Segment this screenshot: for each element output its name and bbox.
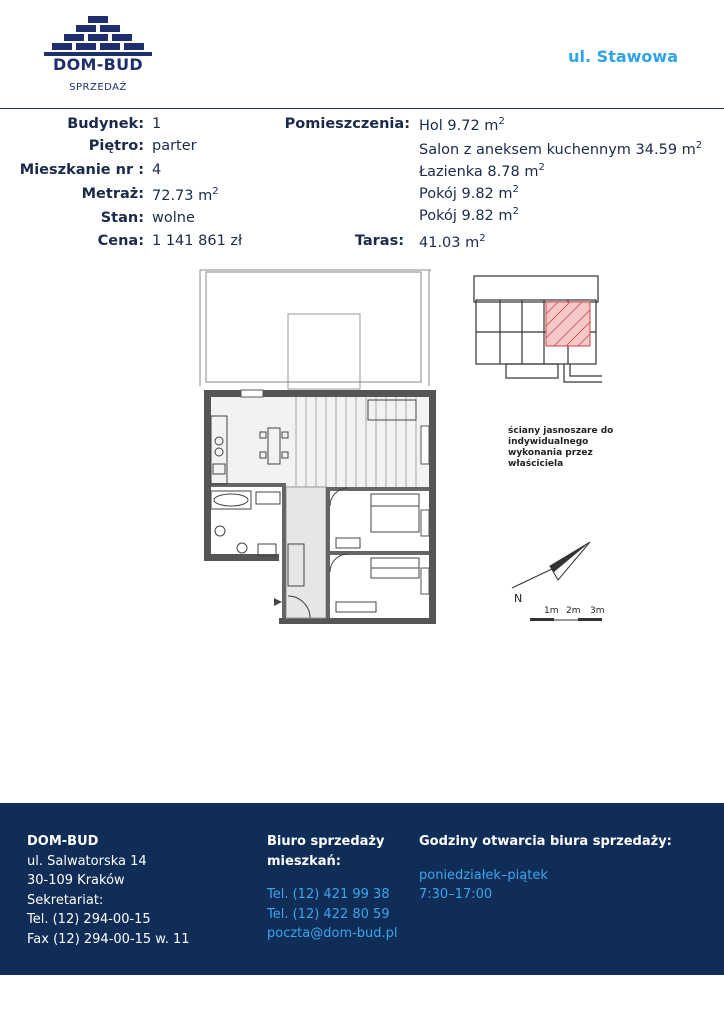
company-address: ul. Salwatorska 14 [27, 853, 147, 869]
metraz-label: Metraż: [81, 186, 144, 202]
compass [508, 538, 598, 604]
office-email-link[interactable]: poczta@dom-bud.pl [267, 926, 398, 941]
floor-plan [196, 266, 446, 630]
company-city: 30-109 Kraków [27, 873, 125, 888]
room-item: Pokój 9.82 $m^2$ [419, 184, 519, 202]
pietro-value: parter [152, 138, 197, 154]
footer-hours [419, 832, 672, 905]
office-phone-link[interactable]: Tel. (12) 422 80 59 [267, 906, 390, 922]
budynek-value: 1 [152, 116, 162, 132]
north-label: N [514, 592, 523, 605]
office-title: Biuro sprzedaży [267, 834, 385, 849]
mieszkanie-value: 4 [152, 162, 162, 178]
street-title: ul. Stawowa [568, 47, 678, 66]
floor-plan-drawing [196, 266, 446, 626]
budynek-label: Budynek: [67, 116, 144, 132]
room-item: Hol 9.72 $m^2$ [419, 116, 505, 134]
key-plan-drawing [470, 270, 610, 396]
building-key-plan [470, 270, 610, 400]
scale-bar [528, 604, 608, 628]
taras-value: 41.03 $m^2$ [419, 233, 486, 251]
pietro-label: Piętro: [88, 138, 144, 154]
logo-text: DOM-BUD [52, 55, 143, 74]
office-phone-link[interactable]: Tel. (12) 421 99 38 [267, 887, 390, 902]
footer [0, 803, 724, 975]
pomieszczenia-label: Pomieszczenia: [284, 116, 410, 132]
cena-value: 1 141 861 zł [152, 233, 243, 249]
hours-days: poniedziałek–piątek [419, 867, 548, 883]
company-fax: Fax (12) 294-00-15 w. 11 [27, 931, 190, 947]
logo-bricks-icon [44, 16, 152, 56]
walls-note: ściany jasnoszare do indywidualnego wykonania przez właściciela [508, 426, 614, 469]
company-secretariat: Sekretariat: [27, 892, 104, 908]
footer-office [267, 832, 398, 944]
room-item: Salon z aneksem kuchennym 34.59 $m^2$ [419, 140, 703, 158]
scale-label: 3m [590, 606, 605, 616]
company-phone: Tel. (12) 294-00-15 [27, 912, 151, 927]
cena-label: Cena: [97, 233, 144, 249]
logo-subtitle: SPRZEDAŻ [69, 82, 127, 93]
scale-label: 1m [544, 606, 559, 616]
north-arrow-icon [508, 538, 598, 600]
company-name: DOM-BUD [27, 834, 99, 849]
room-item: Pokój 9.82 $m^2$ [419, 206, 519, 224]
footer-company [27, 832, 190, 949]
scale-label: 2m [566, 606, 581, 616]
logo [44, 16, 152, 56]
mieszkanie-label: Mieszkanie nr : [19, 162, 144, 178]
hours-title: Godziny otwarcia biura sprzedaży: [419, 834, 672, 849]
header-divider [0, 108, 724, 109]
room-item: Łazienka 8.78 $m^2$ [419, 162, 545, 180]
office-title-2: mieszkań: [267, 853, 341, 869]
taras-label: Taras: [354, 233, 404, 249]
stan-label: Stan: [100, 210, 144, 226]
stan-value: wolne [152, 210, 195, 226]
metraz-value: 72.73 $m^2$ [152, 186, 219, 204]
hours-time: 7:30–17:00 [419, 887, 493, 902]
